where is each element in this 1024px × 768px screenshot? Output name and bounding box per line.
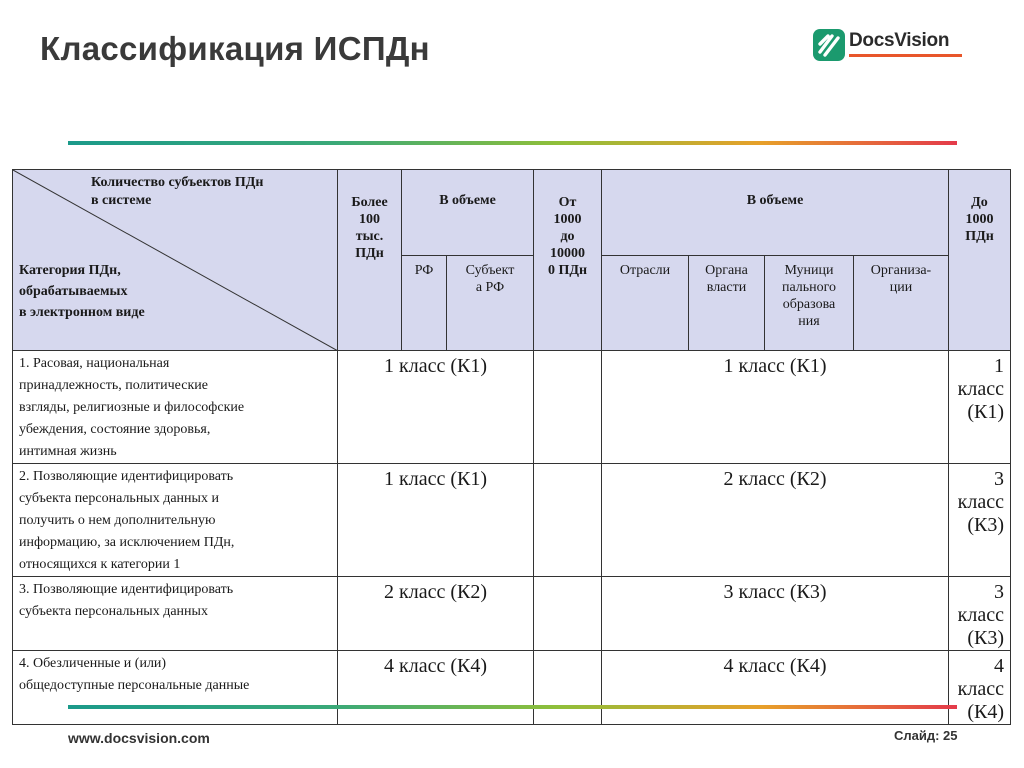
header-rf: РФ <box>402 256 447 351</box>
header-1000-to-100000: От 1000 до 10000 0 ПДн <box>534 170 602 351</box>
top-gradient-rule <box>68 141 957 145</box>
empty-cell <box>534 651 602 725</box>
footer-url[interactable]: www.docsvision.com <box>68 730 210 746</box>
class-cell-small: 1 класс (К1) <box>949 351 1011 464</box>
header-authority: Органа власти <box>689 256 765 351</box>
class-cell-medium: 2 класс (К2) <box>602 464 949 577</box>
header-more-than-100k: Более 100 тыс. ПДн <box>338 170 402 351</box>
empty-cell <box>534 351 602 464</box>
slide-title: Классификация ИСПДн <box>40 30 430 67</box>
empty-cell <box>534 464 602 577</box>
header-organization: Организа- ции <box>854 256 949 351</box>
brand-name: DocsVision <box>849 30 950 51</box>
corner-header <box>13 170 338 351</box>
table-row <box>13 351 1011 464</box>
table-row <box>13 651 1011 725</box>
header-volume-group-2: В объеме <box>602 170 949 256</box>
row-category: 1. Расовая, национальная принадлежность, политические взгляды, религиозные и философские убеждения, состояние здоровья, интимная жизнь <box>13 351 338 464</box>
class-cell-small: 3 класс (К3) <box>949 577 1011 651</box>
class-cell-large: 4 класс (К4) <box>338 651 534 725</box>
header-municipal: Муници пального образова ния <box>765 256 854 351</box>
row-category: 2. Позволяющие идентифицировать субъекта персональных данных и получить о нем дополнительную информацию, за исключением ПДн, относящихся к категории 1 <box>13 464 338 577</box>
slide-number: Слайд: 25 <box>894 728 958 743</box>
table-row <box>13 464 1011 577</box>
class-cell-medium: 3 класс (К3) <box>602 577 949 651</box>
corner-top-label: Количество субъектов ПДн в системе <box>91 175 264 208</box>
class-cell-large: 1 класс (К1) <box>338 464 534 577</box>
class-cell-medium: 4 класс (К4) <box>602 651 949 725</box>
docsvision-logo-icon <box>812 28 846 62</box>
bottom-gradient-rule <box>68 705 957 709</box>
corner-bottom-label: Категория ПДн, обрабатываемых в электронном виде <box>19 263 145 320</box>
row-category: 3. Позволяющие идентифицировать субъекта персональных данных <box>13 577 338 651</box>
docsvision-logo <box>812 28 962 64</box>
header-up-to-1000: До 1000 ПДн <box>949 170 1011 351</box>
row-category: 4. Обезличенные и (или) общедоступные персональные данные <box>13 651 338 725</box>
header-subject-rf: Субъект а РФ <box>447 256 534 351</box>
class-cell-large: 2 класс (К2) <box>338 577 534 651</box>
class-cell-medium: 1 класс (К1) <box>602 351 949 464</box>
class-cell-small: 3 класс (К3) <box>949 464 1011 577</box>
empty-cell <box>534 577 602 651</box>
table-row <box>13 577 1011 651</box>
class-cell-small: 4 класс (К4) <box>949 651 1011 725</box>
header-volume-group-1: В объеме <box>402 170 534 256</box>
ispdn-classification-table <box>12 169 1011 725</box>
class-cell-large: 1 класс (К1) <box>338 351 534 464</box>
header-industry: Отрасли <box>602 256 689 351</box>
brand-underline <box>849 54 962 57</box>
